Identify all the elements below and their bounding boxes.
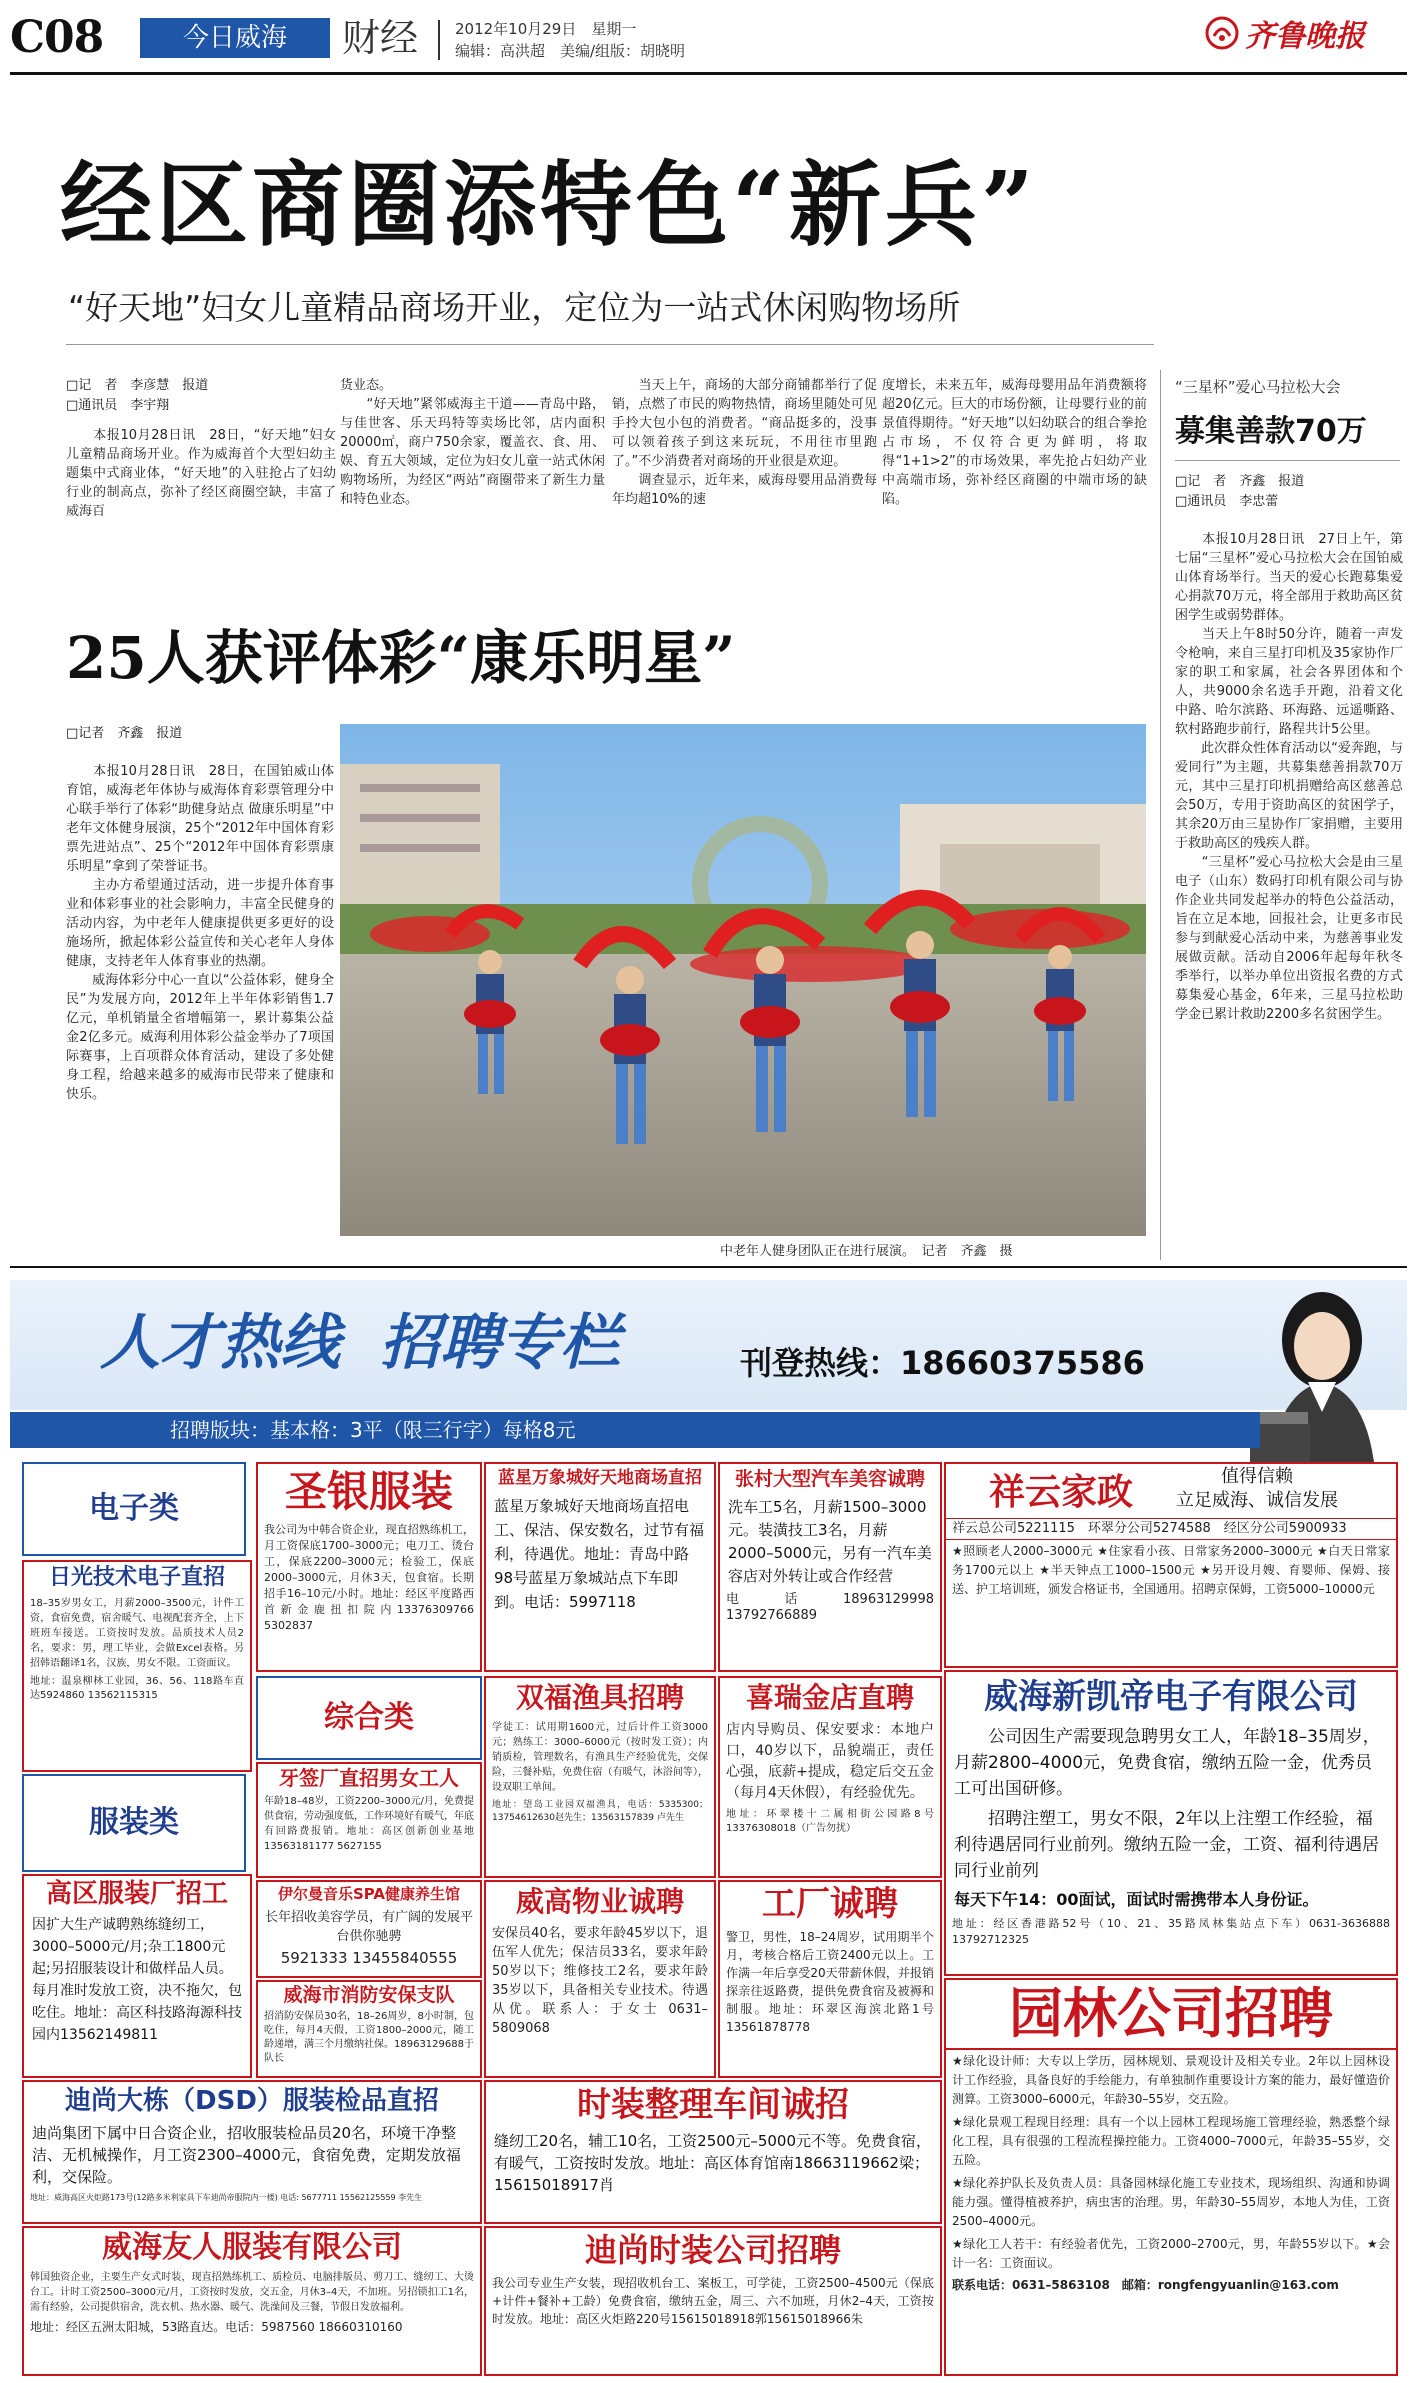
ad-riguang: [22, 1560, 252, 1772]
ad-dishang: [22, 2080, 482, 2224]
photo-caption: 中老年人健身团队正在进行展演。 记者 齐鑫 摄: [720, 1244, 1013, 1259]
ad-dishang-title: 迪尚大栋（DSD）服装检品直招: [65, 2086, 439, 2116]
category-electronics: 电子类: [22, 1462, 246, 1556]
ad-kaidi-body-2: 招聘注塑工，男女不限，2年以上注塑工作经验，福利待遇居同行业前列。缴纳五险一金，工资、福利待遇居同行业前列: [954, 1809, 1379, 1881]
ad-youren-title: 威海友人服装有限公司: [102, 2230, 402, 2265]
lead-column-3: 当天上午，商场的大部分商铺都举行了促销，点燃了市民的购物热情，商场里随处可见手拎大包小包的消费者。“商品挺多的，没事可以领着孩子到这来玩玩，不用往市里跑了。”不少消费者对商场的开业很是欢迎。 调查显示，近年来，威海母婴用品消费每年均超10%的速: [612, 378, 877, 507]
lead-byline-reporter: □记 者 李彦慧 报道: [66, 378, 209, 393]
ad-youren-address: 地址：经区五洲太阳城，53路直达。电话：5987560 18660310160: [30, 2320, 403, 2334]
logo-emblem-icon: [1205, 16, 1239, 50]
ad-xiaofang-title: 威海市消防安保支队: [283, 1984, 455, 2006]
ad-yuanlin-item-2: ★绿化景观工程现目经理：具有一个以上园林工程现场施工管理经验，熟悉整个绿化工程，具有很强的工程流程操控能力。工资4000–7000元，年龄35–55岁，交五险。: [952, 2115, 1390, 2167]
sidebar-byline-correspondent: □通讯员 李忠蕾: [1175, 494, 1279, 509]
ad-shengyin-title: 圣银服装: [284, 1467, 453, 1516]
photo-performers-image: [340, 724, 1146, 1236]
sidebar-title: 募集善款70万: [1175, 414, 1367, 449]
recruit-hotline: 刊登热线：18660375586: [740, 1344, 1145, 1382]
ad-xirui-address: 地址：环翠楼十二属相街公园路8号 13376308018（广告勿扰）: [726, 1809, 934, 1834]
second-body: 本报10月28日讯 28日，在国铂威山体育馆，威海老年体协与威海体育彩票管理分中心联手举行了体彩“助健身站点 做康乐明星”中老年文体健身展演，25个“2012年中国体育彩票先进站点”、25个“2012年中国体育彩票康乐明星”拿到了荣誉证书。 主办方希望通过活动，进一步提升体育事业和体彩事业的社会影响力，丰富全民健身的活动内容，为中老年人健康提供更多更好的设施场所，掀起体彩公益宣传和关心老年人身体健康，支持老年人体育事业的热潮。 威海体彩分中心一直以“公益体彩，健身全民”为发展方向，2012年上半年体彩销售1.7亿元，单机销量全省增幅第一，累计募集公益金2亿多元。威海利用体彩公益金举办了7项国际赛事，上百项群众体育活动，建设了多处健身工程，给越来越多的威海市民带来了健康和快乐。: [66, 764, 334, 1102]
ad-yuanlin: [944, 1978, 1398, 2376]
issue-date: 2012年10月29日 星期一: [455, 20, 637, 38]
recruit-title-2: 招聘专栏: [380, 1308, 620, 1378]
ad-dishang-2-body: 我公司专业生产女装，现招收机台工、案板工，可学徒，工资2500–4500元（保底+计件+餐补+工龄）免费食宿，缴纳五金，周三、六不加班，月休2–4天，工资按时发放。地址：高区火炬路220号15615018918郭15615018966朱: [492, 2276, 934, 2326]
ad-xiangyun: [944, 1462, 1398, 1668]
recruit-title-1: 人才热线: [100, 1308, 340, 1378]
section-tag: 今日威海: [140, 18, 330, 58]
category-clothing: 服装类: [22, 1774, 246, 1872]
sidebar-kicker: “三星杯”爱心马拉松大会: [1175, 378, 1341, 396]
ad-shizhuang-title: 时装整理车间诚招: [577, 2085, 849, 2125]
lead-byline-correspondent: □通讯员 李宇翔: [66, 398, 170, 413]
ad-dishang-2: [484, 2226, 942, 2376]
ad-kaidi: [944, 1670, 1398, 1976]
ad-yierman-phone: 5921333 13455840555: [280, 1949, 458, 1967]
sidebar-byline-reporter: □记 者 齐鑫 报道: [1175, 474, 1305, 489]
sidebar-body: 本报10月28日讯 27日上午，第七届“三星杯”爱心马拉松大会在国铂威山体育场举行。当天的爱心长跑募集爱心捐款70万元，将全部用于救助高区贫困学生或弱势群体。 当天上午8时50分许，随着一声发令枪响，来自三星打印机及35家协作厂家的职工和家属，社会各界团体和个人，共9000余名选手开跑，沿着文化中路、哈尔滨路、环海路、远遥嘶路、软村路跑步前行，路程共计5公里。 此次群众性体育活动以“爱奔跑，与爱同行”为主题，共募集慈善捐款70万元，其中三星打印机捐赠给高区慈善总会50万，专用于资助高区的贫困学子，其余20万由三星协作厂家捐赠，主要用于救助高区的残疾人群。 “三星杯”爱心马拉松大会是由三星电子（山东）数码打印机有限公司与协作企业共同发起举办的特色公益活动，旨在立足本地，回报社会，让更多市民参与到献爱心活动中来，为慈善事业发展做贡献。活动自2006年起每年秋冬季举行，以举办单位出资报名费的方式募集爱心基金，6年来，三星马拉松助学金已累计救助2200多名贫困学生。: [1175, 532, 1403, 1022]
ad-riguang-title: 日光技术电子直招: [48, 1565, 225, 1590]
ad-kaidi-body-1: 公司因生产需要现急聘男女工人，年龄18–35周岁，月薪2800–4000元，免费食宿，缴纳五险一金，优秀员工可出国研修。: [954, 1727, 1380, 1799]
ad-shengyin: [256, 1462, 482, 1672]
ad-yuanlin-item-3: ★绿化养护队长及负责人员：具备园林绿化施工专业技术，现场组织、沟通和协调能力强。懂得植被养护，病虫害的治理。男，年龄30–55周岁，本地人为佳，工资2500–4000元。: [952, 2176, 1390, 2228]
news-photo: [340, 724, 1146, 1236]
ad-yuanlin-contact: 联系电话：0631–5863108 邮箱：rongfengyuanlin@163.com: [952, 2278, 1339, 2292]
news-bottom-rule: [10, 1266, 1407, 1268]
section-name: 财经: [342, 16, 419, 60]
ad-shengyin-body: 我公司为中韩合资企业，现直招熟练机工，月工资保底1700–3000元；电刀工、烫台工，保底2200–3000元；检验工，保底2000–3000元，月休3天，包食宿。长期招手16–10元/小时。地址：经区平度路西首新金鹿扭扣院内13376309766 5302837: [264, 1523, 474, 1632]
ad-gaoqu-title: 高区服装厂招工: [45, 1879, 228, 1909]
ad-xiangyun-body: ★照顾老人2000–3000元 ★住家看小孩、日常家务2000–3000元 ★白天日常家务1700元以上 ★半天钟点工1000–1500元 ★另开设月嫂、育婴师、保姆、接送、护工培训班，颁发合格证书，全国通用。招聘京保姆，工资5000–10000元: [952, 1544, 1390, 1596]
ad-dishang-body: 迪尚集团下属中日合资企业，招收服装检品员20名，环境干净整洁、无机械操作，月工资2300–4000元，食宿免费，定期发放福利，交保险。: [32, 2124, 461, 2186]
ad-xiangyun-branches: 祥云总公司5221115 环翠分公司5274588 经区分公司5900933: [946, 1518, 1396, 1540]
ad-youren: [22, 2226, 482, 2376]
ad-gaoqu-body: 因扩大生产诚聘熟练缝纫工，3000–5000元/月;杂工1800元起;另招服装设计和做样品人员。每月准时发放工资，决不拖欠，包吃住。地址：高区科技路海源科技园内13562149811: [32, 1917, 242, 2043]
ad-shuangfu-title: 双福渔具招聘: [515, 1681, 684, 1714]
ad-lanxing: [484, 1462, 716, 1672]
ad-shuangfu-address: 地址：望岛工业园双福渔具，电话：5335300；13754612630赵先生；13563157839 卢先生: [492, 1800, 708, 1823]
second-headline: 25人获评体彩“康乐明星”: [66, 624, 736, 692]
second-byline: □记者 齐鑫 报道: [66, 726, 183, 741]
ad-weigao-body: 安保员40名，要求年龄45岁以下，退伍军人优先；保洁员33名，要求年龄50岁以下；维修技工2名，要求年龄35岁以下，具备相关专业技术。待遇从优。联系人：于女士 0631–5809068: [492, 1926, 708, 2036]
ad-gongchang-body: 警卫，男性，18–24周岁，试用期半个月，考核合格后工资2400元以上。工作满一年后享受20天带薪休假，并报销探亲往返路费，提供免费食宿及被褥和制服。地址：环翠区海滨北路1号13561878778: [726, 1930, 934, 2034]
ad-youren-body: 韩国独资企业，主要生产女式时装，现直招熟练机工、质检员、电脑排版员、剪刀工、缝纫工、大烫台工。计时工资2500–3000元/月，工资按时发放，交五金，月休3–4天，不加班。另招锁扣工1名，需有经验，公司提供宿舍，洗衣机、热水器、暖气、洗澡间及三餐，节假日发放福利。: [30, 2272, 474, 2313]
ad-yierman: [256, 1880, 482, 1978]
page-code: C08: [10, 12, 104, 63]
ad-shizhuang-body: 缝纫工20名，辅工10名，工资2500元–5000元不等。免费食宿，有暖气，工资按时发放。地址：高区体育馆南18663119662梁；15615018917肖: [494, 2132, 932, 2194]
lead-column-1: 本报10月28日讯 28日，“好天地”妇女儿童精品商场开业。作为威海首个大型妇幼主题集中式商业体，“好天地”的入驻抢占了妇幼行业的制高点，弥补了经区商圈空缺，丰富了威海百: [66, 428, 336, 519]
newspaper-logo: [1205, 10, 1365, 56]
ad-xiaofang-body: 招消防安保员30名，18–26周岁，8小时制，包吃住，每月4天假，工资1800–2000元，随工龄递增，满三个月缴纳社保。18963129688于队长: [264, 2011, 474, 2064]
header-divider: [438, 20, 440, 60]
ad-zhangcun-body: 洗车工5名，月薪1500–3000元。装潢技工3名，月薪2000–5000元，另有一汽车美容店对外转让或合作经营: [728, 1498, 932, 1585]
ad-yaqian-title: 牙签厂直招男女工人: [279, 1766, 459, 1790]
ad-shuangfu-body: 学徒工：试用期1600元，过后计件工资3000元；熟练工：3000–6000元（按时发工资）；内销质检，管理数名，有渔具生产经验优先，交保险，三餐补贴，免费住宿（有暖气，沐浴间等），设双职工单间。: [492, 1722, 708, 1793]
lead-column-2: 货业态。 “好天地”紧邻威海主干道——青岛中路，与佳世客、乐天玛特等卖场比邻，店内面积20000㎡，商户750余家，覆盖衣、食、用、娱、育五大领域，定位为妇女儿童一站式休闲购物场所，为经区“两站”商圈带来了新生力量和特色业态。: [340, 378, 605, 507]
category-general: 综合类: [256, 1676, 482, 1760]
ad-yuanlin-item-4: ★绿化工人若干：有经验者优先，工资2000–2700元，男，年龄55岁以下。★会计一名：工资面议。: [952, 2237, 1390, 2270]
ad-yaqian-body: 年龄18–48岁，工资2200–3000元/月，免费提供食宿，劳动强度低，工作环境好有暖气，年底有回路费报销。地址：高区创新创业基地13563181177 5627155: [264, 1796, 474, 1852]
ad-kaidi-title: 威海新凯帝电子有限公司: [984, 1677, 1358, 1717]
ad-shizhuang: [484, 2080, 942, 2224]
ad-yaqian: [256, 1762, 482, 1878]
ad-dishang-address: 地址：威海高区火炬路173号(12路多米利家具下车迪尚帝服院内一楼) 电话: 5677711 15562125559 李先生: [30, 2193, 423, 2202]
lead-headline: 经区商圈添特色“新兵”: [60, 151, 1038, 259]
ad-weigao: [484, 1880, 716, 2078]
logo-text: 齐鲁晚报: [1245, 19, 1365, 54]
lead-sub-rule: [66, 344, 1154, 345]
ad-riguang-body: 18–35岁男女工，月薪2000–3500元，计件工资，食宿免费，宿舍暖气、电视配套齐全，上下班班车接送。工资按时发放。品质技术人员2名，要求：男，理工毕业，会做Excel表格。另招韩语翻译1名，汉族，男女不限。工资面议。: [30, 1598, 244, 1669]
ad-yuanlin-item-1: ★绿化设计师：大专以上学历，园林规划、景观设计及相关专业。2年以上园林设计工作经验，具备良好的手绘能力，有单独制作重要设计方案的能力，最好懂造价测算。工资3000–6000元，年龄30–55岁，交五险。: [952, 2054, 1390, 2106]
ad-kaidi-interview-time: 每天下午14：00面试，面试时需携带本人身份证。: [954, 1890, 1319, 1909]
ad-gongchang: [718, 1880, 942, 2078]
ad-xirui: [718, 1676, 942, 1878]
sidebar-rule: [1175, 460, 1400, 461]
header-rule: [10, 72, 1407, 75]
ad-zhangcun-title: 张村大型汽车美容诚聘: [734, 1468, 925, 1490]
recruit-price-banner: 招聘版块：基本格：3平（限三行字）每格8元: [10, 1412, 1260, 1448]
ad-yierman-body: 长年招收美容学员，有广阔的发展平台供你驰骋: [264, 1910, 473, 1944]
ad-kaidi-address: 地址：经区香港路52号（10、21、35路凤林集站点下车）0631-3636888 13792712325: [952, 1917, 1390, 1946]
ad-weigao-title: 威高物业诚聘: [515, 1885, 684, 1918]
ad-gaoqu: [22, 1874, 252, 2078]
ad-xiaofang: [256, 1980, 482, 2078]
ad-zhangcun: [718, 1462, 942, 1672]
ad-gongchang-title: 工厂诚聘: [762, 1884, 898, 1924]
ad-xiangyun-slogan-1: 值得信赖: [1221, 1466, 1293, 1487]
ad-xirui-body: 店内导购员、保安要求：本地户口，40岁以下，品貌端正，责任心强，底薪+提成，稳定后交五金（每月4天休假），有经验优先。: [726, 1722, 934, 1801]
sidebar-divider: [1160, 370, 1161, 1260]
ad-yierman-title: 伊尔曼音乐SPA健康养生馆: [277, 1885, 461, 1903]
lead-subhead: “好天地”妇女儿童精品商场开业，定位为一站式休闲购物场所: [68, 288, 961, 327]
ad-zhangcun-phone: 电话18963129998 13792766889: [726, 1592, 934, 1623]
ad-xiangyun-slogan-2: 立足威海、诚信发展: [1176, 1490, 1338, 1511]
ad-riguang-address: 地址：温泉柳林工业园，36、56、118路车直达5924860 13562115315: [30, 1676, 244, 1701]
ad-lanxing-title: 蓝星万象城好天地商场直招: [498, 1468, 702, 1488]
editor-credits: 编辑：高洪超 美编/组版：胡晓明: [455, 42, 686, 60]
ad-xiangyun-title: 祥云家政: [988, 1471, 1133, 1513]
ad-dishang-2-title: 迪尚时装公司招聘: [584, 2231, 841, 2269]
ad-yuanlin-title: 园林公司招聘: [946, 1980, 1396, 2050]
ad-shuangfu: [484, 1676, 716, 1878]
ad-lanxing-body: 蓝星万象城好天地商场直招电工、保洁、保安数名，过节有福利，待遇优。地址：青岛中路98号蓝星万象城站点下车即到。电话：5997118: [494, 1497, 705, 1611]
lead-column-4: 度增长，未来五年，威海母婴用品年消费额将超20亿元。巨大的市场份额，让母婴行业的前景值得期待。“好天地”以妇幼联合的组合拳抢占市场，不仅符合更为鲜明，将取得“1+1>2”的市场效果，率先抢占妇幼产业中高端市场，弥补经区商圈的中端市场的缺陷。: [882, 378, 1147, 507]
ad-xirui-title: 喜瑞金店直聘: [745, 1681, 914, 1714]
